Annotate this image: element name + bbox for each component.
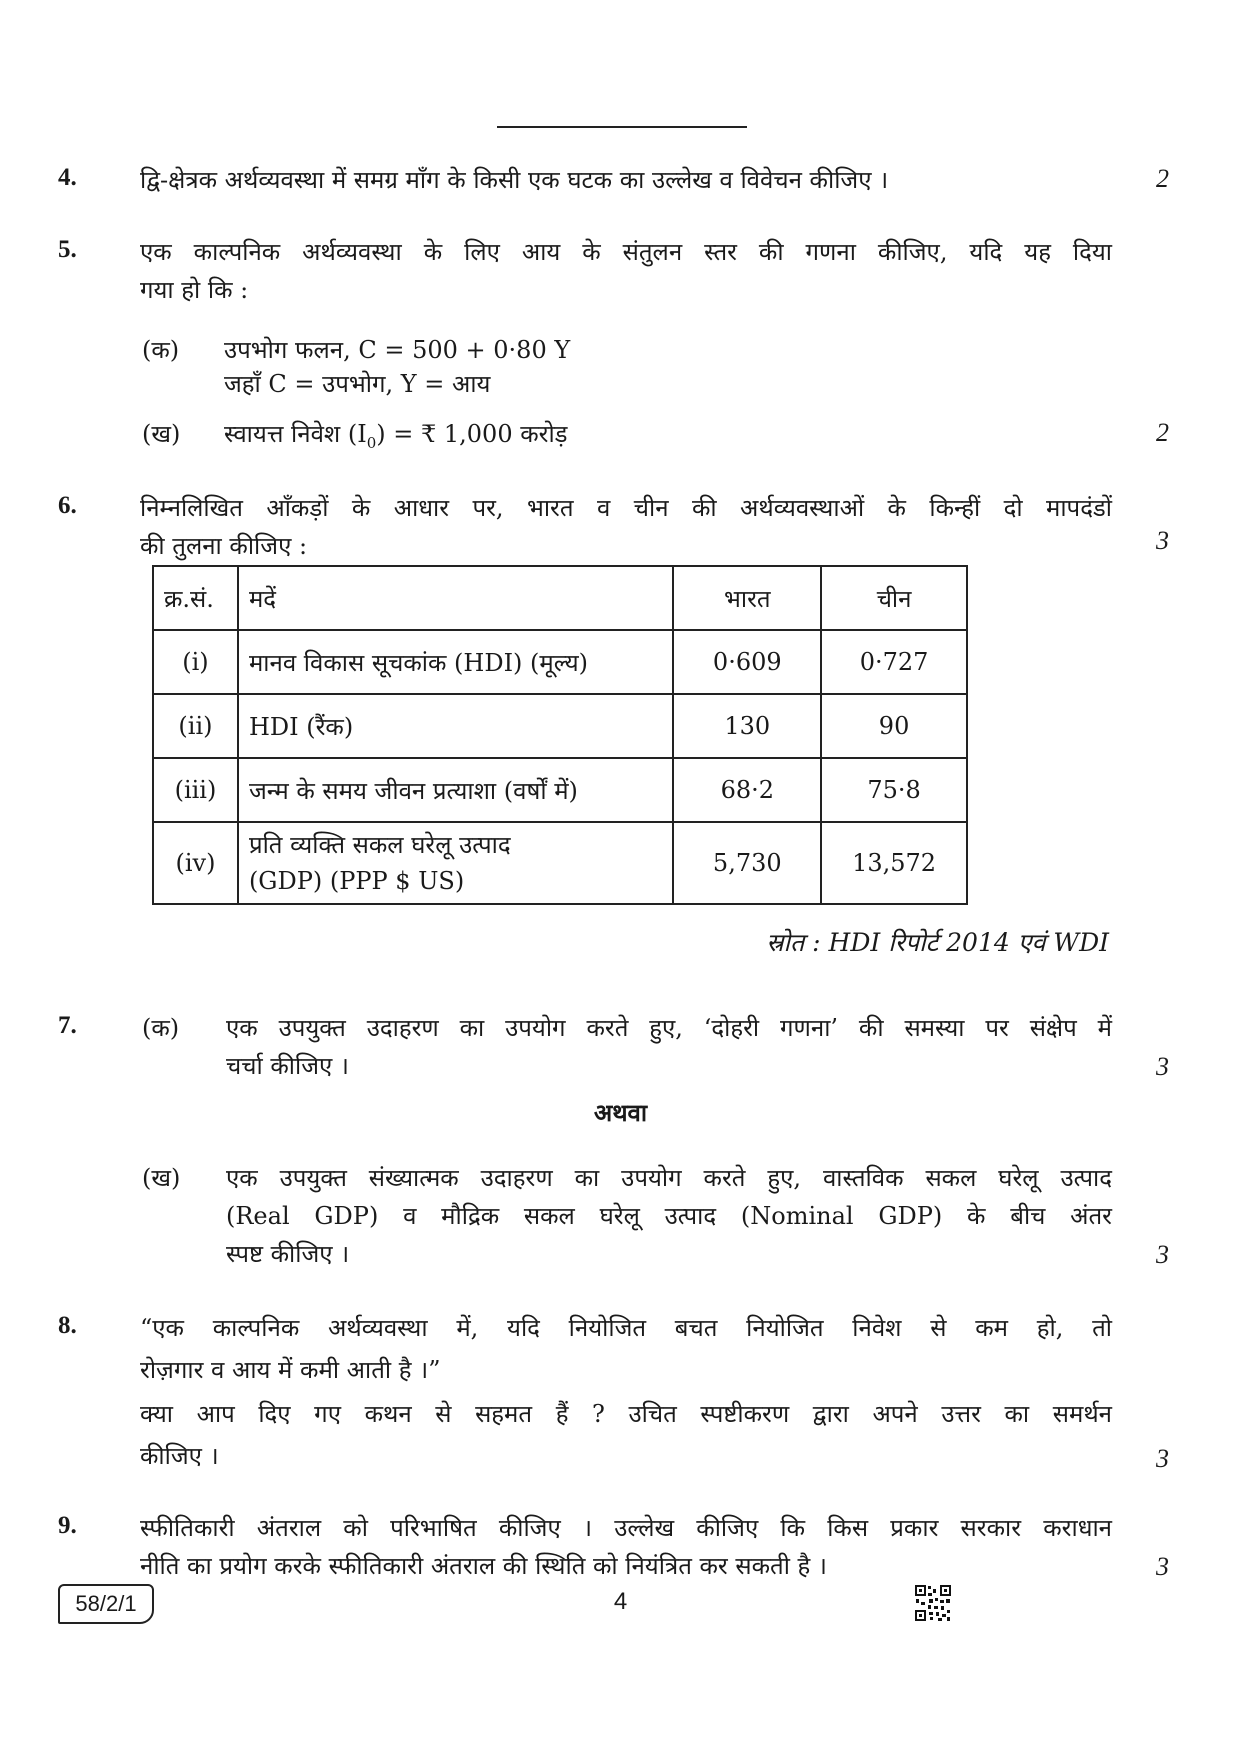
page-number: 4 [613,1588,628,1615]
table-row [153,630,967,694]
q7-a-line2: चर्चा कीजिए । [226,1052,349,1080]
row-india: 0·609 [673,630,821,694]
qr-code-icon [914,1584,952,1622]
q6-marks: 3 [1156,526,1169,555]
q4-number: 4. [58,164,77,191]
q7-b-line2: (Real GDP) व मौद्रिक सकल घरेलू उत्पाद (Nominal GDP) के बीच अंतर [226,1202,1112,1230]
q7-a-line1: एक उपयुक्त उदाहरण का उपयोग करते हुए, ‘दोहरी गणना’ की समस्या पर संक्षेप में [226,1014,1112,1042]
or-separator: अथवा [593,1098,648,1127]
q5-line1: एक काल्पनिक अर्थव्यवस्था के लिए आय के संतुलन स्तर की गणना कीजिए, यदि यह दिया [140,238,1112,266]
q7-a-marks: 3 [1156,1052,1169,1081]
row-sn: (i) [153,630,238,694]
q7-a-label: (क) [142,1014,180,1042]
q5-line2: गया हो कि : [140,276,249,304]
q5-number: 5. [58,236,77,263]
row-sn: (ii) [153,694,238,758]
q6-line1: निम्नलिखित आँकड़ों के आधार पर, भारत व चीन की अर्थव्यवस्थाओं के किन्हीं दो मापदंडों [140,494,1112,522]
header-item: मदें [238,566,673,630]
q8-line2: रोज़गार व आय में कमी आती है ।” [140,1356,441,1384]
q5-b-text: स्वायत्त निवेश $(I_0)$ = ₹ 1,000 करोड़ [224,420,568,452]
row-sn: (iv) [153,822,238,904]
table-header-row [153,566,967,630]
row-sn: (iii) [153,758,238,822]
row-item-line2: (GDP) (PPP $ US) [248,867,465,895]
row-china: 75·8 [821,758,967,822]
q4-marks: 2 [1156,164,1169,193]
q5-a-label: (क) [142,336,180,364]
q5-a-line1: उपभोग फलन, C = 500 + 0·80 Y [224,336,571,364]
q9-line1: स्फीतिकारी अंतराल को परिभाषित कीजिए । उल्लेख कीजिए कि किस प्रकार सरकार कराधान [140,1514,1112,1542]
row-china: 90 [821,694,967,758]
top-rule [497,126,747,128]
q7-number: 7. [58,1012,77,1039]
q8-number: 8. [58,1312,77,1339]
row-india: 130 [673,694,821,758]
q7-b-marks: 3 [1156,1240,1169,1269]
q9-marks: 3 [1156,1552,1169,1581]
row-china: 0·727 [821,630,967,694]
row-india: 5,730 [673,822,821,904]
q8-marks: 3 [1156,1444,1169,1473]
q7-b-label: (ख) [142,1164,181,1192]
q9-number: 9. [58,1512,77,1539]
table-row [153,822,967,904]
q9-line2: नीति का प्रयोग करके स्फीतिकारी अंतराल की स्थिति को नियंत्रित कर सकती है । [140,1552,828,1580]
row-item: जन्म के समय जीवन प्रत्याशा (वर्षों में) [238,758,673,822]
row-item [238,822,673,904]
header-china: चीन [821,566,967,630]
q8-line3: क्या आप दिए गए कथन से सहमत हैं ? उचित स्पष्टीकरण द्वारा अपने उत्तर का समर्थन [140,1400,1112,1428]
row-china: 13,572 [821,822,967,904]
row-item: HDI (रैंक) [238,694,673,758]
header-india: भारत [673,566,821,630]
paper-code: 58/2/1 [58,1584,154,1624]
table-row [153,694,967,758]
hdi-comparison-table [152,565,968,905]
q6-number: 6. [58,492,77,519]
table-row [153,758,967,822]
row-india: 68·2 [673,758,821,822]
q7-b-line1: एक उपयुक्त संख्यात्मक उदाहरण का उपयोग करते हुए, वास्तविक सकल घरेलू उत्पाद [226,1164,1112,1192]
row-item: मानव विकास सूचकांक (HDI) (मूल्य) [238,630,673,694]
q8-line1: “एक काल्पनिक अर्थव्यवस्था में, यदि नियोजित बचत नियोजित निवेश से कम हो, तो [140,1314,1112,1342]
q6-line2: की तुलना कीजिए : [140,532,308,560]
q7-b-line3: स्पष्ट कीजिए । [226,1240,350,1268]
row-item-line1: प्रति व्यक्ति सकल घरेलू उत्पाद [248,831,511,859]
q5-a-line2: जहाँ C = उपभोग, Y = आय [224,370,491,398]
q8-line4: कीजिए । [140,1442,219,1470]
table-source: स्रोत : HDI रिपोर्ट 2014 एवं WDI [766,928,1109,957]
q5-b-label: (ख) [142,420,181,448]
q4-text: द्वि-क्षेत्रक अर्थव्यवस्था में समग्र माँग के किसी एक घटक का उल्लेख व विवेचन कीजिए । [140,166,889,194]
q5-marks: 2 [1156,418,1169,447]
header-sn: क्र.सं. [153,566,238,630]
